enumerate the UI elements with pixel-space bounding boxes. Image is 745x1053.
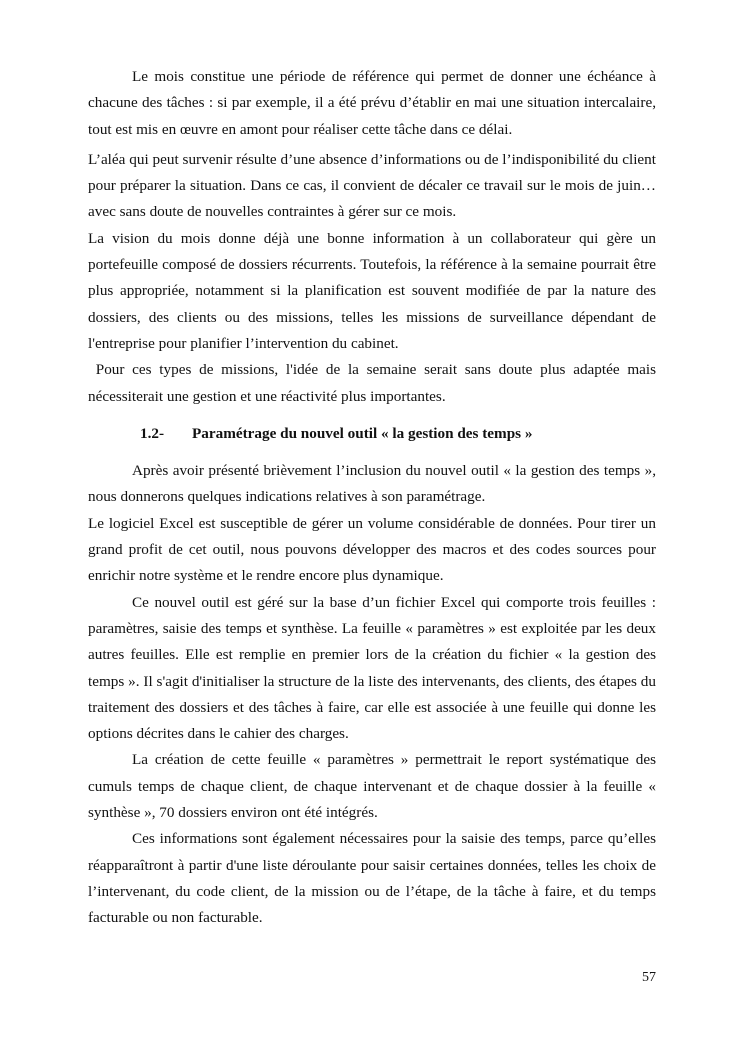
section-number: 1.2- <box>140 424 165 442</box>
document-page <box>88 64 660 932</box>
section-title: Paramétrage du nouvel outil « la gestion des temps » <box>192 424 533 442</box>
paragraph-parameters-sheet: La création de cette feuille « paramètres » permettrait le report systématique des cumuls temps de chaque client, de chaque intervenant et de chaque dossier à la feuille « synthèse », 70 dossiers environ ont été intégrés. <box>88 751 656 822</box>
paragraph-excel-capacity: Le logiciel Excel est susceptible de gérer un volume considérable de données. Pour tirer un grand profit de cet outil, nous pouvons développer des macros et des codes sources pour enrichir notre système et le rendre encore plus dynamique. <box>88 514 656 585</box>
paragraph-tool-introduction: Après avoir présenté brièvement l’inclusion du nouvel outil « la gestion des temps », nous donnerons quelques indications relatives à son paramétrage. <box>88 462 656 506</box>
section-heading <box>88 421 656 447</box>
page-number: 57 <box>642 970 656 985</box>
paragraph-excel-sheets: Ce nouvel outil est géré sur la base d’un fichier Excel qui comporte trois feuilles : paramètres, saisie des temps et synthèse. La feuille « paramètres » est exploitée par les deux autres feuilles. Elle est remplie en premier lors de la création du fichier « la gestion des temps ». Il s'agit d'initialiser la structure de la liste des intervenants, des clients, des étapes du traitement des dossiers et des tâches à faire, car elle est associée à une feuille qui donne les options décrites dans le cahier des charges. <box>88 593 656 743</box>
paragraph-time-entry: Ces informations sont également nécessaires pour la saisie des temps, parce qu’elles réapparaîtront à partir d'une liste déroulante pour saisir certaines données, telles les choix de l’intervenant, du code client, de la mission ou de l’étape, de la tâche à faire, et du temps facturable ou non facturable. <box>88 830 656 927</box>
paragraph-monthly-reference: Le mois constitue une période de référence qui permet de donner une échéance à chacune des tâches : si par exemple, il a été prévu d’établir en mai une situation intercalaire, tout est mis en œuvre en amont pour réaliser cette tâche dans ce délai. <box>88 68 656 138</box>
paragraph-client-unavailability: L’aléa qui peut survenir résulte d’une absence d’informations ou de l’indisponibilité du client pour préparer la situation. Dans ce cas, il convient de décaler ce travail sur le mois de juin…avec sans doute de nouvelles contraintes à gérer sur ce mois. <box>88 150 656 221</box>
paragraph-mission-types: Pour ces types de missions, l'idée de la semaine serait sans doute plus adaptée mais nécessiterait une gestion et une réactivité plus importantes. <box>88 361 660 405</box>
paragraph-weekly-vision: La vision du mois donne déjà une bonne information à un collaborateur qui gère un portefeuille composé de dossiers récurrents. Toutefois, la référence à la semaine pourrait être plus appropriée, notamment si la planification est souvent modifiée de par la nature des dossiers, des clients ou des missions, telles les missions de surveillance dépendant de l'entreprise pour planifier l’intervention du cabinet. <box>88 229 656 352</box>
